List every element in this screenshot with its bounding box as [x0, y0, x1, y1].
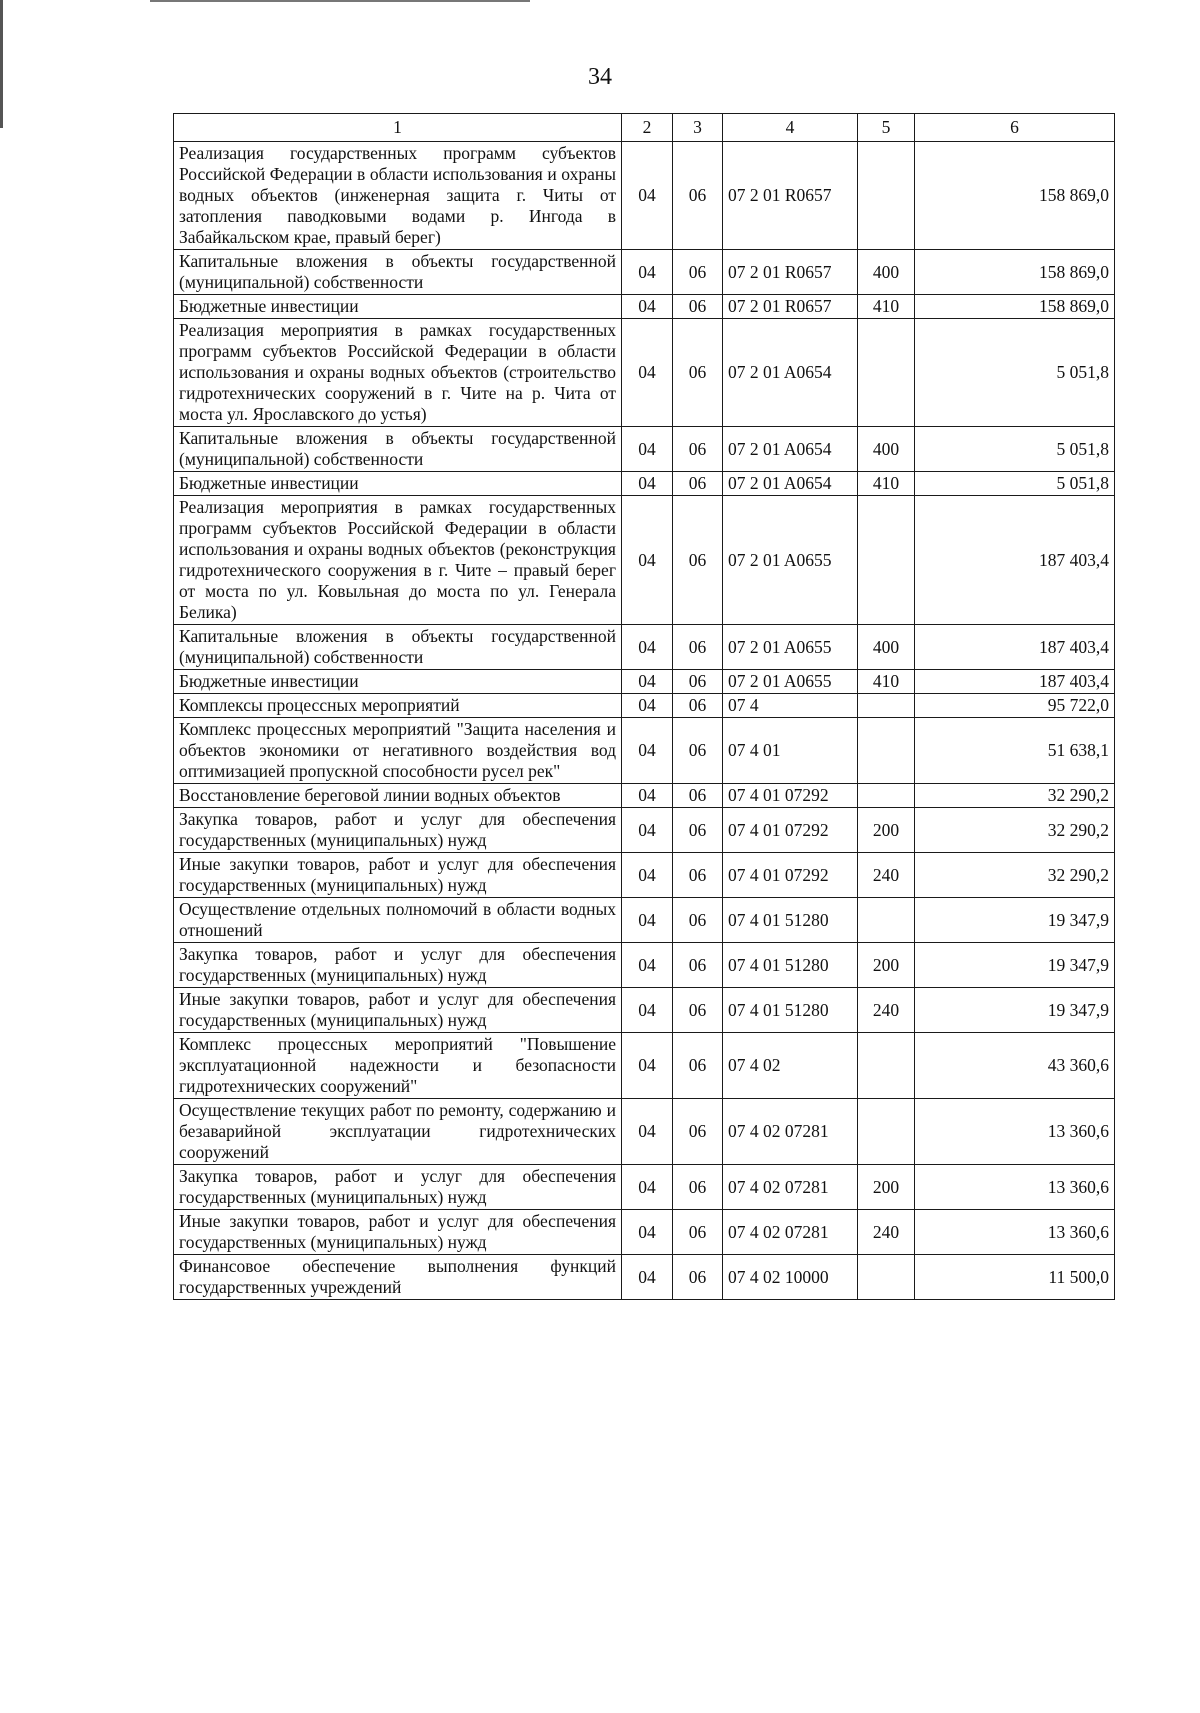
cell-name: Иные закупки товаров, работ и услуг для обеспечения государственных (муниципальных) нужд	[174, 1210, 622, 1255]
cell-name: Реализация мероприятия в рамках государственных программ субъектов Российской Федерации в области использования и охраны водных объектов (реконструкция гидротехнического сооружения в г. Чите – правый берег от моста по ул. Ковыльная до моста по ул. Генерала Белика)	[174, 496, 622, 625]
cell-section: 04	[622, 1165, 673, 1210]
cell-expense-type	[858, 718, 915, 784]
cell-expense-type	[858, 784, 915, 808]
cell-subsection: 06	[673, 1033, 723, 1099]
cell-section: 04	[622, 808, 673, 853]
cell-expense-type: 410	[858, 295, 915, 319]
cell-expense-type	[858, 142, 915, 250]
cell-expense-type: 410	[858, 472, 915, 496]
cell-name: Комплексы процессных мероприятий	[174, 694, 622, 718]
cell-subsection: 06	[673, 142, 723, 250]
cell-expense-type: 400	[858, 427, 915, 472]
cell-amount: 5 051,8	[915, 427, 1115, 472]
cell-amount: 19 347,9	[915, 943, 1115, 988]
cell-section: 04	[622, 988, 673, 1033]
cell-name: Капитальные вложения в объекты государственной (муниципальной) собственности	[174, 427, 622, 472]
cell-subsection: 06	[673, 295, 723, 319]
table-row	[174, 1255, 1115, 1300]
cell-expense-type: 400	[858, 250, 915, 295]
cell-section: 04	[622, 718, 673, 784]
cell-amount: 32 290,2	[915, 808, 1115, 853]
cell-target-article: 07 2 01 R0657	[723, 250, 858, 295]
table-row	[174, 853, 1115, 898]
cell-subsection: 06	[673, 250, 723, 295]
cell-target-article: 07 4 01 07292	[723, 784, 858, 808]
cell-amount: 43 360,6	[915, 1033, 1115, 1099]
cell-target-article: 07 4 01 07292	[723, 808, 858, 853]
cell-target-article: 07 2 01 A0654	[723, 472, 858, 496]
cell-expense-type	[858, 496, 915, 625]
cell-amount: 95 722,0	[915, 694, 1115, 718]
cell-expense-type: 200	[858, 808, 915, 853]
cell-subsection: 06	[673, 808, 723, 853]
cell-expense-type: 240	[858, 988, 915, 1033]
cell-subsection: 06	[673, 319, 723, 427]
cell-target-article: 07 2 01 A0655	[723, 670, 858, 694]
cell-target-article: 07 2 01 A0655	[723, 625, 858, 670]
cell-target-article: 07 4 01 07292	[723, 853, 858, 898]
cell-amount: 32 290,2	[915, 784, 1115, 808]
cell-target-article: 07 4 01	[723, 718, 858, 784]
cell-expense-type	[858, 1033, 915, 1099]
cell-subsection: 06	[673, 718, 723, 784]
table-row	[174, 808, 1115, 853]
table-row	[174, 496, 1115, 625]
cell-subsection: 06	[673, 694, 723, 718]
table-row	[174, 250, 1115, 295]
cell-expense-type	[858, 1099, 915, 1165]
cell-amount: 158 869,0	[915, 142, 1115, 250]
cell-section: 04	[622, 250, 673, 295]
cell-name: Реализация государственных программ субъектов Российской Федерации в области использования и охраны водных объектов (инженерная защита г. Читы от затопления паводковыми водами р. Ингода в Забайкальском крае, правый берег)	[174, 142, 622, 250]
table-header	[174, 114, 1115, 142]
cell-amount: 32 290,2	[915, 853, 1115, 898]
cell-target-article: 07 2 01 R0657	[723, 142, 858, 250]
header-col-4: 4	[723, 114, 858, 142]
table-row	[174, 694, 1115, 718]
page-number: 34	[588, 64, 612, 90]
cell-subsection: 06	[673, 898, 723, 943]
cell-expense-type: 200	[858, 943, 915, 988]
header-col-5: 5	[858, 114, 915, 142]
cell-name: Восстановление береговой линии водных объектов	[174, 784, 622, 808]
cell-target-article: 07 4 02 10000	[723, 1255, 858, 1300]
table-row	[174, 943, 1115, 988]
cell-target-article: 07 4 02 07281	[723, 1099, 858, 1165]
header-col-3: 3	[673, 114, 723, 142]
cell-name: Закупка товаров, работ и услуг для обеспечения государственных (муниципальных) нужд	[174, 808, 622, 853]
cell-expense-type: 200	[858, 1165, 915, 1210]
header-col-1: 1	[174, 114, 622, 142]
cell-subsection: 06	[673, 625, 723, 670]
cell-target-article: 07 4 02 07281	[723, 1210, 858, 1255]
cell-name: Бюджетные инвестиции	[174, 472, 622, 496]
cell-section: 04	[622, 853, 673, 898]
cell-name: Осуществление отдельных полномочий в области водных отношений	[174, 898, 622, 943]
cell-target-article: 07 4 02 07281	[723, 1165, 858, 1210]
cell-expense-type	[858, 694, 915, 718]
cell-subsection: 06	[673, 1210, 723, 1255]
cell-name: Комплекс процессных мероприятий "Защита населения и объектов экономики от негативного воздействия вод оптимизацией пропускной способности русел рек"	[174, 718, 622, 784]
cell-section: 04	[622, 1033, 673, 1099]
cell-section: 04	[622, 1255, 673, 1300]
cell-name: Иные закупки товаров, работ и услуг для обеспечения государственных (муниципальных) нужд	[174, 853, 622, 898]
cell-expense-type: 410	[858, 670, 915, 694]
cell-subsection: 06	[673, 943, 723, 988]
cell-expense-type	[858, 898, 915, 943]
header-col-2: 2	[622, 114, 673, 142]
cell-subsection: 06	[673, 670, 723, 694]
cell-expense-type	[858, 1255, 915, 1300]
cell-name: Капитальные вложения в объекты государственной (муниципальной) собственности	[174, 625, 622, 670]
cell-expense-type	[858, 319, 915, 427]
budget-table	[173, 113, 1115, 1300]
cell-target-article: 07 2 01 A0654	[723, 319, 858, 427]
table-row	[174, 427, 1115, 472]
table-row	[174, 295, 1115, 319]
cell-subsection: 06	[673, 988, 723, 1033]
cell-amount: 51 638,1	[915, 718, 1115, 784]
table-row	[174, 1099, 1115, 1165]
cell-subsection: 06	[673, 1165, 723, 1210]
table-row	[174, 625, 1115, 670]
table-body	[174, 142, 1115, 1300]
table-row	[174, 898, 1115, 943]
table-row	[174, 988, 1115, 1033]
cell-name: Бюджетные инвестиции	[174, 670, 622, 694]
cell-section: 04	[622, 1099, 673, 1165]
cell-expense-type: 400	[858, 625, 915, 670]
table-row	[174, 784, 1115, 808]
cell-subsection: 06	[673, 496, 723, 625]
cell-section: 04	[622, 427, 673, 472]
cell-target-article: 07 4 01 51280	[723, 988, 858, 1033]
cell-name: Закупка товаров, работ и услуг для обеспечения государственных (муниципальных) нужд	[174, 943, 622, 988]
table-row	[174, 718, 1115, 784]
scan-top-rule	[150, 0, 530, 2]
cell-name: Иные закупки товаров, работ и услуг для обеспечения государственных (муниципальных) нужд	[174, 988, 622, 1033]
cell-section: 04	[622, 898, 673, 943]
cell-target-article: 07 4 01 51280	[723, 898, 858, 943]
cell-subsection: 06	[673, 1099, 723, 1165]
cell-amount: 13 360,6	[915, 1165, 1115, 1210]
cell-target-article: 07 2 01 A0654	[723, 427, 858, 472]
cell-amount: 19 347,9	[915, 898, 1115, 943]
header-col-6: 6	[915, 114, 1115, 142]
table-row	[174, 319, 1115, 427]
cell-name: Закупка товаров, работ и услуг для обеспечения государственных (муниципальных) нужд	[174, 1165, 622, 1210]
cell-amount: 158 869,0	[915, 295, 1115, 319]
cell-target-article: 07 4 01 51280	[723, 943, 858, 988]
cell-section: 04	[622, 943, 673, 988]
cell-subsection: 06	[673, 427, 723, 472]
cell-section: 04	[622, 472, 673, 496]
table-row	[174, 472, 1115, 496]
cell-expense-type: 240	[858, 853, 915, 898]
cell-amount: 187 403,4	[915, 670, 1115, 694]
table-row	[174, 1165, 1115, 1210]
cell-expense-type: 240	[858, 1210, 915, 1255]
cell-name: Осуществление текущих работ по ремонту, содержанию и безаварийной эксплуатации гидротехнических сооружений	[174, 1099, 622, 1165]
cell-target-article: 07 2 01 A0655	[723, 496, 858, 625]
cell-amount: 187 403,4	[915, 625, 1115, 670]
cell-subsection: 06	[673, 1255, 723, 1300]
table-row	[174, 670, 1115, 694]
cell-section: 04	[622, 670, 673, 694]
header-row	[174, 114, 1115, 142]
cell-amount: 13 360,6	[915, 1099, 1115, 1165]
table-row	[174, 142, 1115, 250]
table-row	[174, 1210, 1115, 1255]
table-row	[174, 1033, 1115, 1099]
cell-name: Реализация мероприятия в рамках государственных программ субъектов Российской Федерации в области использования и охраны водных объектов (строительство гидротехнических сооружений в г. Чите на р. Чита от моста ул. Ярославского до устья)	[174, 319, 622, 427]
cell-amount: 187 403,4	[915, 496, 1115, 625]
cell-target-article: 07 4	[723, 694, 858, 718]
cell-amount: 5 051,8	[915, 319, 1115, 427]
cell-section: 04	[622, 319, 673, 427]
cell-name: Комплекс процессных мероприятий "Повышение эксплуатационной надежности и безопасности гидротехнических сооружений"	[174, 1033, 622, 1099]
cell-section: 04	[622, 142, 673, 250]
cell-name: Капитальные вложения в объекты государственной (муниципальной) собственности	[174, 250, 622, 295]
cell-name: Бюджетные инвестиции	[174, 295, 622, 319]
cell-section: 04	[622, 1210, 673, 1255]
cell-amount: 5 051,8	[915, 472, 1115, 496]
cell-target-article: 07 4 02	[723, 1033, 858, 1099]
cell-name: Финансовое обеспечение выполнения функций государственных учреждений	[174, 1255, 622, 1300]
cell-amount: 11 500,0	[915, 1255, 1115, 1300]
cell-section: 04	[622, 784, 673, 808]
cell-amount: 13 360,6	[915, 1210, 1115, 1255]
cell-amount: 19 347,9	[915, 988, 1115, 1033]
cell-section: 04	[622, 496, 673, 625]
cell-section: 04	[622, 295, 673, 319]
cell-subsection: 06	[673, 472, 723, 496]
cell-target-article: 07 2 01 R0657	[723, 295, 858, 319]
cell-amount: 158 869,0	[915, 250, 1115, 295]
cell-section: 04	[622, 694, 673, 718]
cell-section: 04	[622, 625, 673, 670]
cell-subsection: 06	[673, 853, 723, 898]
cell-subsection: 06	[673, 784, 723, 808]
